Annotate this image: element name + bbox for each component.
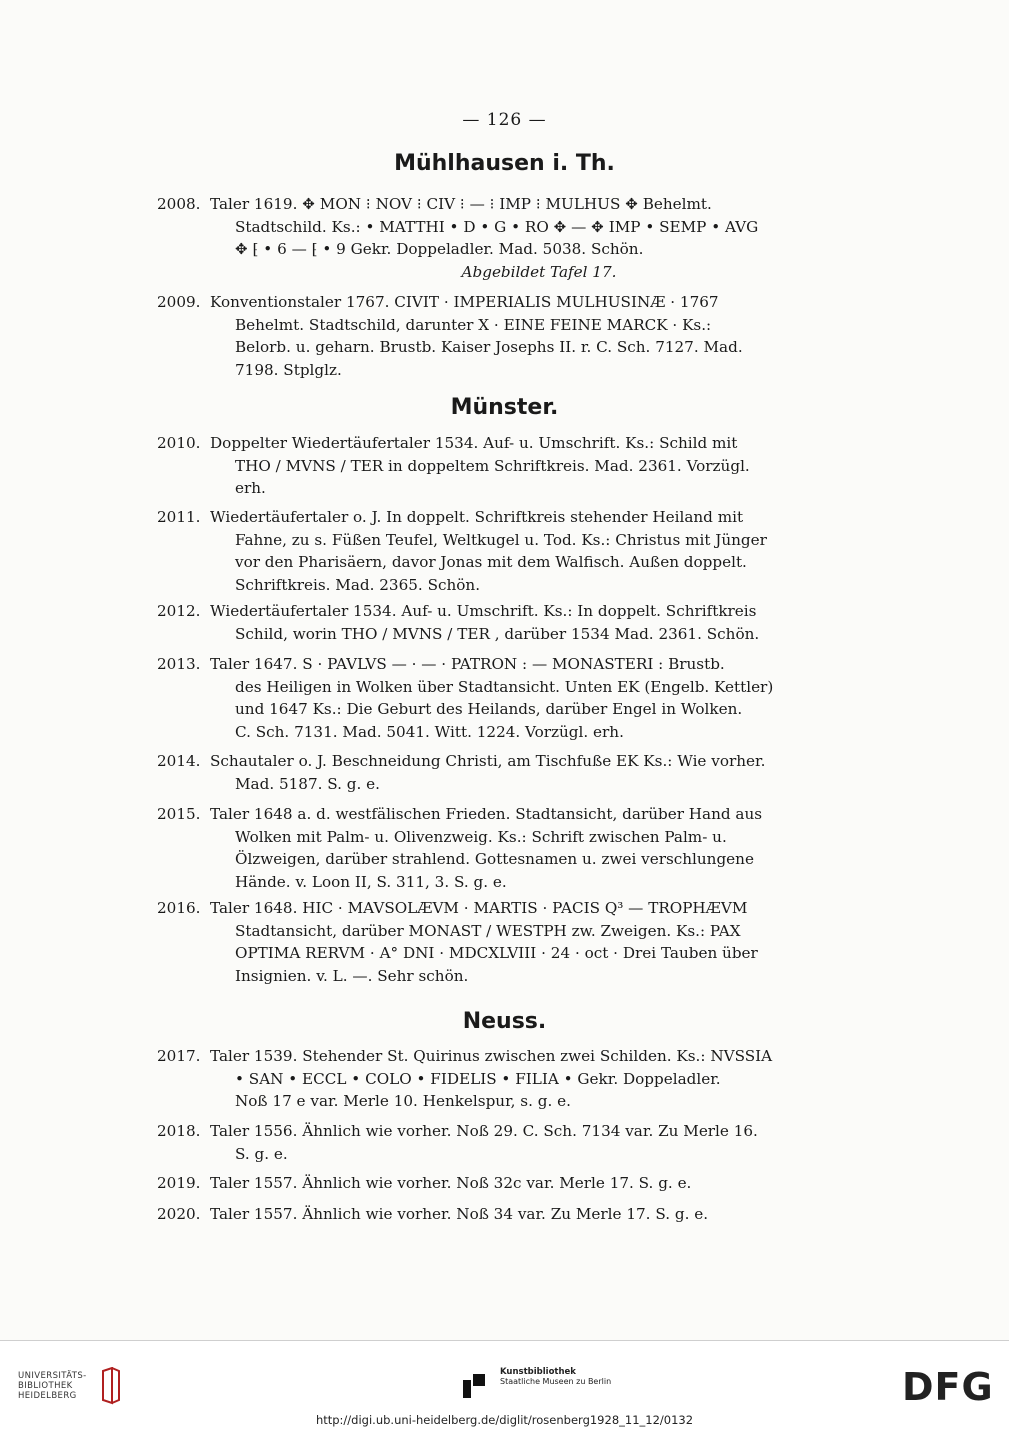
university-library-logo[interactable] [18,1371,87,1401]
dfg-logo[interactable]: DFG [902,1365,994,1409]
section-heading-neuss: Neuss. [462,1009,547,1034]
entry-number: 2018. [157,1122,201,1140]
entry-line: Insignien. v. L. —. Sehr schön. [235,966,469,985]
university-seal-icon [100,1367,122,1405]
permalink-url[interactable]: http://digi.ub.uni-heidelberg.de/diglit/rosenberg1928_11_12/0132 [315,1413,694,1427]
entry-line: Fahne, zu s. Füßen Teufel, Weltkugel u. Tod. Ks.: Christus mit Jünger [235,530,767,549]
entry-line: • SAN • ECCL • COLO • FIDELIS • FILIA • Gekr. Doppeladler. [235,1069,721,1088]
uni-logo-line: UNIVERSITÄTS- [18,1371,87,1381]
entry-2012 [157,600,861,645]
entry-line: Taler 1647. S · PAVLVS — · — · PATRON : — MONASTERI : Brustb. [210,655,725,673]
page-number: — 126 — [462,110,547,130]
entry-line: Taler 1557. Ähnlich wie vorher. Noß 32c var. Merle 17. S. g. e. [210,1174,692,1192]
entry-2016 [157,897,861,987]
kunstbibliothek-logo-icon [463,1374,485,1398]
entry-line: des Heiligen in Wolken über Stadtansicht. Unten EK (Engelb. Kettler) [235,677,774,696]
entry-line: Taler 1556. Ähnlich wie vorher. Noß 29. C. Sch. 7134 var. Zu Merle 16. [210,1122,758,1140]
entry-number: 2011. [157,508,201,526]
entry-line: Taler 1619. ✥ MON ⁝ NOV ⁝ CIV ⁝ — ⁝ IMP ⁝ MULHUS ✥ Behelmt. [210,195,712,213]
entry-2013 [157,653,861,743]
section-heading-muehlhausen: Mühlhausen i. Th. [394,151,615,176]
entry-line: Stadtansicht, darüber MONAST / WESTPH zw. Zweigen. Ks.: PAX [235,921,741,940]
entry-number: 2009. [157,293,201,311]
entry-line: Wiedertäufertaler 1534. Auf- u. Umschrift. Ks.: In doppelt. Schriftkreis [210,602,757,620]
entry-line: Stadtschild. Ks.: • MATTHI • D • G • RO ✥ — ✥ IMP • SEMP • AVG [235,217,759,236]
entry-line: Wiedertäufertaler o. J. In doppelt. Schriftkreis stehender Heiland mit [210,508,744,526]
entry-line: THO / MVNS / TER in doppeltem Schriftkreis. Mad. 2361. Vorzügl. [235,456,750,475]
entry-line: Ölzweigen, darüber strahlend. Gottesnamen u. zwei verschlungene [235,850,754,868]
entry-line: Behelmt. Stadtschild, darunter X · EINE FEINE MARCK · Ks.: [235,315,712,334]
entry-line: Taler 1557. Ähnlich wie vorher. Noß 34 var. Zu Merle 17. S. g. e. [210,1205,709,1223]
entry-2019 [157,1172,861,1195]
entry-number: 2017. [157,1047,201,1065]
entry-line: Wolken mit Palm- u. Olivenzweig. Ks.: Schrift zwischen Palm- u. [235,827,727,846]
entry-number: 2019. [157,1174,201,1192]
entry-number: 2014. [157,752,201,770]
entry-2018 [157,1120,861,1165]
entry-line: Schautaler o. J. Beschneidung Christi, am Tischfuße EK Ks.: Wie vorher. [210,752,766,770]
entry-2020 [157,1203,861,1226]
entry-line: Taler 1648. HIC · MAVSOLÆVM · MARTIS · PACIS Q³ — TROPHÆVM [210,899,748,917]
entry-line: erh. [235,479,266,497]
entry-number: 2020. [157,1205,201,1223]
kunstbibliothek-text[interactable] [500,1367,611,1387]
entry-line: OPTIMA RERVM · A° DNI · MDCXLVIII · 24 · oct · Drei Tauben über [235,944,758,962]
entry-line: Taler 1539. Stehender St. Quirinus zwischen zwei Schilden. Ks.: NVSSIA [210,1047,773,1065]
entry-line: Taler 1648 a. d. westfälischen Frieden. Stadtansicht, darüber Hand aus [210,805,763,823]
uni-logo-line: BIBLIOTHEK [18,1381,73,1391]
entry-number: 2008. [157,195,201,213]
entry-number: 2010. [157,434,201,452]
entry-line: Mad. 5187. S. g. e. [235,774,381,793]
entry-number: 2012. [157,602,201,620]
entry-2015 [157,803,861,893]
entry-line: vor den Pharisäern, davor Jonas mit dem Walfisch. Außen doppelt. [235,553,747,571]
entry-number: 2016. [157,899,201,917]
entry-line: und 1647 Ks.: Die Geburt des Heilands, darüber Engel in Wolken. [235,700,743,718]
entry-line: Konventionstaler 1767. CIVIT · IMPERIALIS MULHUSINÆ · 1767 [210,293,719,311]
entry-2011 [157,506,861,596]
kb-title: Kunstbibliothek [500,1367,576,1377]
entry-line: Schriftkreis. Mad. 2365. Schön. [235,575,481,594]
entry-line: C. Sch. 7131. Mad. 5041. Witt. 1224. Vorzügl. erh. [235,722,624,741]
entry-2014 [157,750,861,795]
section-heading-muenster: Münster. [450,395,559,420]
entry-line: Doppelter Wiedertäufertaler 1534. Auf- u. Umschrift. Ks.: Schild mit [210,434,738,452]
entry-2009 [157,291,861,381]
entry-2017 [157,1045,861,1113]
entry-line: Schild, worin THO / MVNS / TER , darüber 1534 Mad. 2361. Schön. [235,624,760,643]
entry-2010 [157,432,861,500]
entry-line: Hände. v. Loon II, S. 311, 3. S. g. e. [235,872,507,891]
entry-line: 7198. Stplglz. [235,360,342,379]
viewer-footer [0,1340,1009,1429]
entry-line: Noß 17 e var. Merle 10. Henkelspur, s. g. e. [235,1092,571,1110]
entry-line: Belorb. u. geharn. Brustb. Kaiser Josephs II. r. C. Sch. 7127. Mad. [235,338,743,356]
entry-2008 [157,193,861,283]
entry-number: 2013. [157,655,201,673]
entry-line: Abgebildet Tafel 17. [461,262,617,281]
entry-line: ✥ ⁅ • 6 — ⁅ • 9 Gekr. Doppeladler. Mad. 5038. Schön. [235,240,644,258]
uni-logo-line: HEIDELBERG [18,1391,77,1401]
entry-line: S. g. e. [235,1144,288,1163]
kb-subtitle: Staatliche Museen zu Berlin [500,1377,612,1386]
entry-number: 2015. [157,805,201,823]
